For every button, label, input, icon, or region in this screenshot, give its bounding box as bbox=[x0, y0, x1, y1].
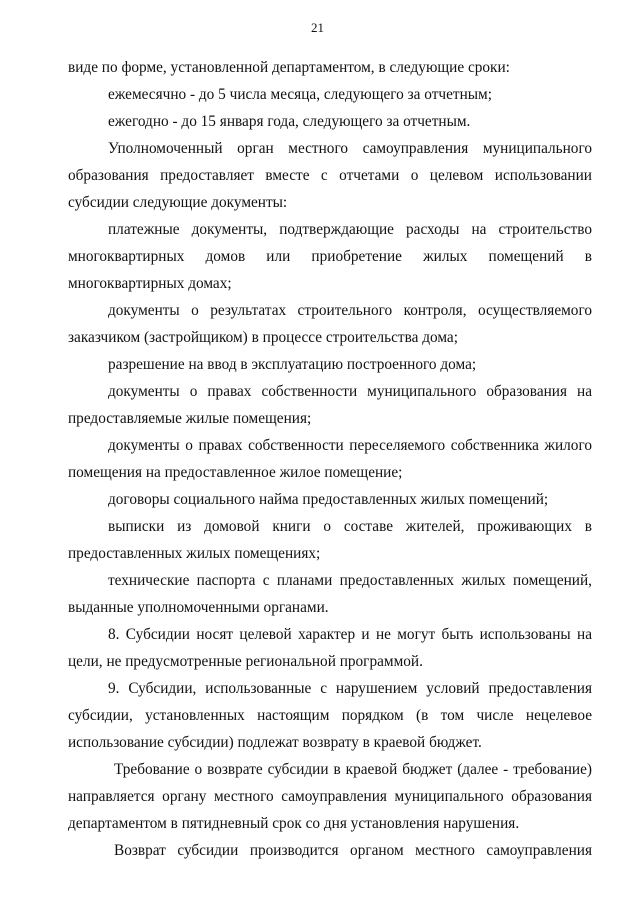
paragraph-refund-procedure: Возврат субсидии производится органом местного самоуправления bbox=[114, 842, 592, 859]
page-number: 21 bbox=[311, 20, 324, 35]
document-body bbox=[68, 54, 592, 864]
paragraph-construction-control: документы о результатах строительного контроля, осуществляемого заказчиком (застройщиком) в процессе строительства дома; bbox=[68, 302, 592, 346]
paragraph-documents-intro: Уполномоченный орган местного самоуправления муниципального образования предоставляет вместе с отчетами о целевом использовании субсидии следующие документы: bbox=[68, 140, 592, 211]
paragraph-item-9: 9. Субсидии, использованные с нарушением условий предоставления субсидии, установленных настоящим порядком (в том числе нецелевое использование субсидии) подлежат возврату в краевой бюджет. bbox=[68, 680, 592, 751]
paragraph-yearly-deadline: ежегодно - до 15 января года, следующего за отчетным. bbox=[108, 113, 471, 130]
paragraph-municipal-ownership: документы о правах собственности муниципального образования на предоставляемые жилые помещения; bbox=[68, 383, 592, 427]
paragraph-social-lease: договоры социального найма предоставленных жилых помещений; bbox=[108, 491, 549, 508]
paragraph-commissioning-permit: разрешение на ввод в эксплуатацию построенного дома; bbox=[108, 356, 477, 373]
paragraph-continuation: виде по форме, установленной департаментом, в следующие сроки: bbox=[68, 59, 510, 76]
paragraph-item-8: 8. Субсидии носят целевой характер и не могут быть использованы на цели, не предусмотренные региональной программой. bbox=[68, 626, 592, 670]
paragraph-refund-requirement: Требование о возврате субсидии в краевой бюджет (далее - требование) направляется органу местного самоуправления муниципального образования департаментом в пятидневный срок со дня установления нарушения. bbox=[68, 761, 592, 832]
paragraph-resettled-ownership: документы о правах собственности переселяемого собственника жилого помещения на предоставленное жилое помещение; bbox=[68, 437, 592, 481]
paragraph-monthly-deadline: ежемесячно - до 5 числа месяца, следующего за отчетным; bbox=[108, 86, 492, 103]
paragraph-technical-passports: технические паспорта с планами предоставленных жилых помещений, выданные уполномоченными органами. bbox=[68, 572, 592, 616]
paragraph-payment-documents: платежные документы, подтверждающие расходы на строительство многоквартирных домов или приобретение жилых помещений в многоквартирных домах; bbox=[68, 221, 592, 292]
paragraph-house-register: выписки из домовой книги о составе жителей, проживающих в предоставленных жилых помещениях; bbox=[68, 518, 592, 562]
